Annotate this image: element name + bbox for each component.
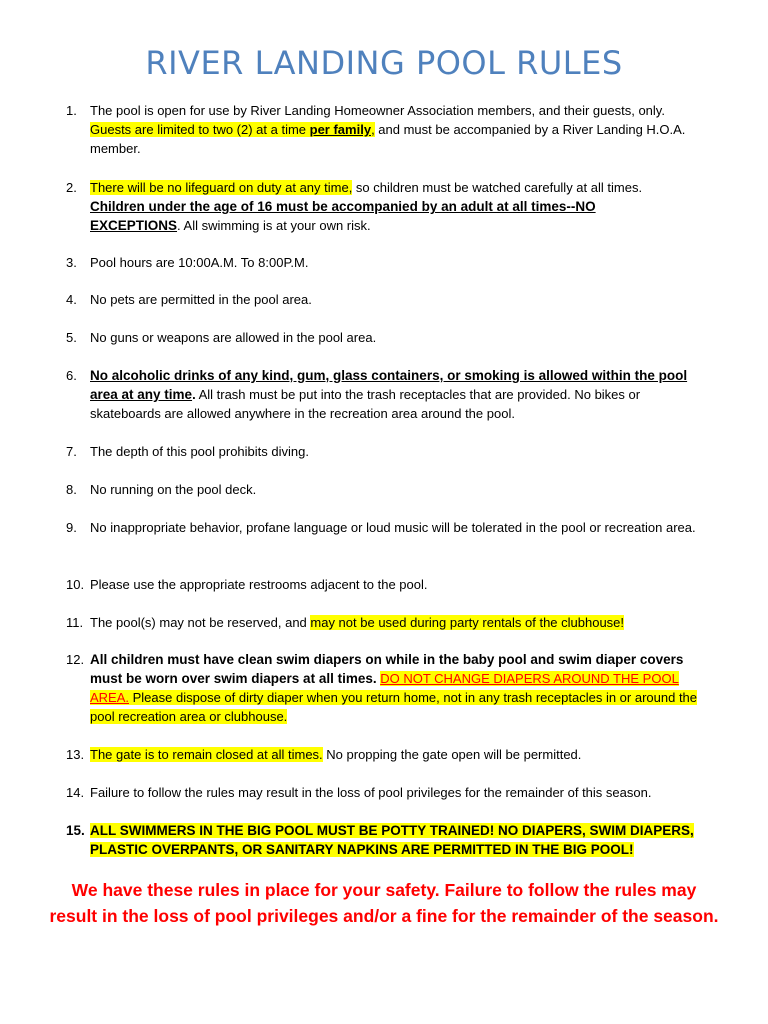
rule-number: 3. [66, 255, 77, 270]
rule-number: 4. [66, 292, 77, 307]
rule-text-segment: may not be used during party rentals of the clubhouse! [310, 615, 625, 630]
rule-text-segment: No propping the gate open will be permitted. [322, 747, 582, 762]
rule-text [90, 821, 728, 859]
rule-item-5 [66, 328, 728, 347]
rule-text-segment: Guests are limited to two (2) at a time [90, 122, 310, 137]
rule-text-segment: Failure to follow the rules may result in the loss of pool privileges for the remainder of this season. [90, 785, 652, 800]
rule-text [90, 480, 728, 499]
rule-number: 15. [66, 823, 85, 838]
rule-number: 6. [66, 368, 77, 383]
rule-text-segment: The pool is open for use by River Landing Homeowner Association members, and their guests, only. [90, 103, 665, 118]
page-title: RIVER LANDING POOL RULES [145, 44, 623, 82]
closing-line-2: result in the loss of pool privileges and/or a fine for the remainder of the season. [49, 906, 719, 926]
rule-text [90, 783, 728, 802]
rule-text-segment: Children under the age of 16 must be accompanied by an adult at all times--NO EXCEPTIONS [90, 199, 596, 233]
rule-text [90, 650, 706, 726]
rule-text-segment: DO NOT CHANGE DIAPERS AROUND THE POOL AREA. [90, 671, 679, 705]
rule-text-segment: Please dispose of dirty diaper when you return home, not in any trash receptacles in or around the pool recreation area or clubhouse. [90, 690, 698, 724]
rule-item-11 [66, 613, 728, 632]
rule-text-segment: per family [309, 122, 372, 137]
rule-text [90, 745, 728, 764]
rule-text-segment: Please use the appropriate restrooms adjacent to the pool. [90, 577, 428, 592]
rule-text-segment: and must be accompanied by a River Landing H.O.A. member. [90, 122, 686, 156]
rule-text-segment: No running on the pool deck. [90, 482, 257, 497]
rule-text-segment: There will be no lifeguard on duty at any time, [90, 180, 353, 195]
rule-text [90, 290, 728, 309]
rule-item-14 [66, 783, 728, 802]
rule-item-12 [66, 650, 706, 726]
rule-text [90, 575, 728, 594]
rule-text-segment: The pool(s) may not be reserved, and [90, 615, 311, 630]
rule-text-segment: , [371, 122, 375, 137]
rule-text [90, 366, 706, 423]
rule-text-segment: . All swimming is at your own risk. [177, 218, 371, 233]
rule-number: 5. [66, 330, 77, 345]
rule-text-segment: No guns or weapons are allowed in the pool area. [90, 330, 377, 345]
rule-text [90, 442, 728, 461]
rule-item-3 [66, 253, 728, 272]
rule-text-segment: . [192, 387, 196, 402]
rule-text-segment: All trash must be put into the trash receptacles that are provided. No bikes or skateboards are allowed anywhere in the recreation area around the pool. [90, 387, 641, 421]
rule-text-segment: No inappropriate behavior, profane language or loud music will be tolerated in the pool or recreation area. [90, 520, 696, 535]
rule-text-segment: The gate is to remain closed at all times. [90, 747, 323, 762]
closing-statement [0, 877, 768, 929]
rule-text-segment: Pool hours are 10:00A.M. To 8:00P.M. [90, 255, 309, 270]
rule-number: 9. [66, 520, 77, 535]
rule-text-segment: No pets are permitted in the pool area. [90, 292, 312, 307]
rule-text [90, 518, 728, 537]
rule-number: 8. [66, 482, 77, 497]
rule-item-7 [66, 442, 728, 461]
rule-text [90, 328, 728, 347]
rule-item-9 [66, 518, 728, 537]
rule-number: 2. [66, 180, 77, 195]
rule-item-8 [66, 480, 728, 499]
rule-item-2 [66, 178, 676, 235]
rule-number: 14. [66, 785, 85, 800]
rule-text-segment: so children must be watched carefully at all times. [355, 180, 643, 195]
rule-number: 1. [66, 103, 77, 118]
rule-number: 11. [66, 615, 84, 630]
rule-text [90, 613, 728, 632]
rule-number: 12. [66, 652, 85, 667]
rule-text-segment: No alcoholic drinks of any kind, gum, glass containers, or smoking is allowed within the pool area at any time [90, 368, 688, 402]
rule-item-10 [66, 575, 728, 594]
rule-text [90, 178, 676, 235]
rule-item-4 [66, 290, 728, 309]
rule-number: 7. [66, 444, 77, 459]
rule-item-1 [66, 101, 728, 158]
rule-text-segment: ALL SWIMMERS IN THE BIG POOL MUST BE POTTY TRAINED! NO DIAPERS, SWIM DIAPERS, PLASTIC OVERPANTS, OR SANITARY NAPKINS ARE PERMITTED IN THE BIG POOL! [90, 823, 694, 857]
rule-item-13 [66, 745, 728, 764]
rule-number: 13. [66, 747, 85, 762]
rule-text [90, 101, 728, 158]
rule-text-segment: All children must have clean swim diapers on while in the baby pool and swim diaper covers must be worn over swim diapers at all times. [90, 652, 684, 686]
rule-number: 10. [66, 577, 85, 592]
rule-text-segment: The depth of this pool prohibits diving. [90, 444, 309, 459]
rule-text [90, 253, 728, 272]
closing-line-1: We have these rules in place for your safety. Failure to follow the rules may [71, 880, 697, 900]
rule-item-6 [66, 366, 706, 423]
rule-item-15 [66, 821, 728, 859]
